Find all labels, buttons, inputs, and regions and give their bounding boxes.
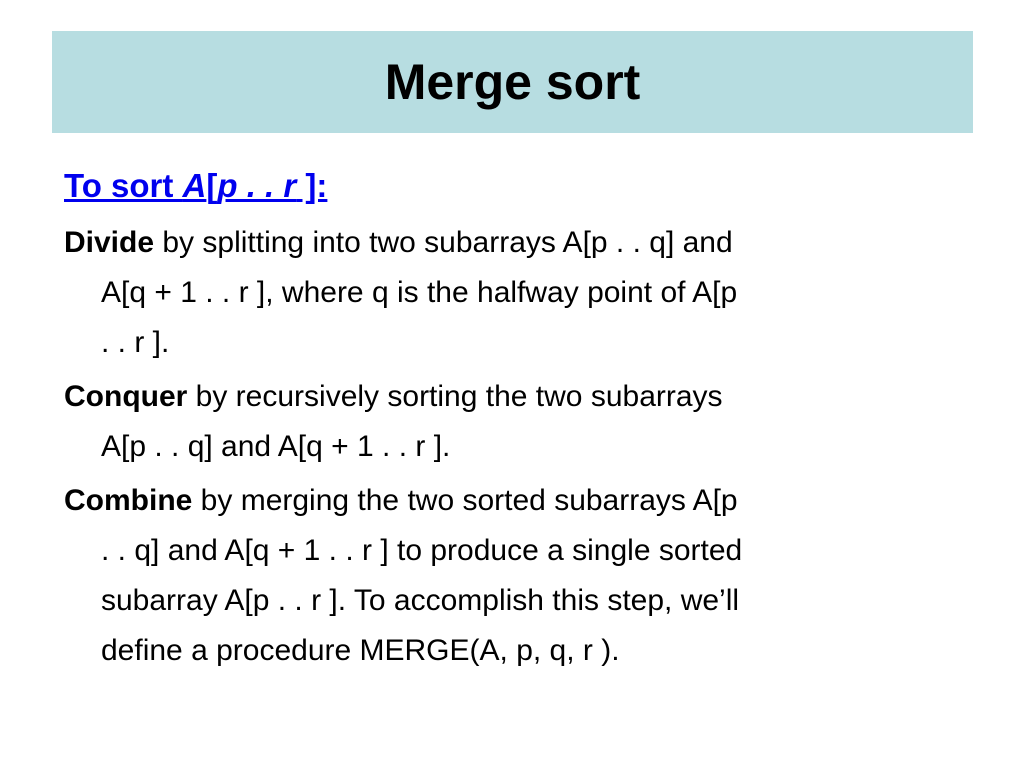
heading-range: p . . r [217, 167, 297, 204]
conquer-text-1: by recursively sorting the two subarrays [187, 380, 723, 413]
combine-text-2: . . q] and A[q + 1 . . r ] to produce a single sorted [101, 534, 743, 567]
conquer-text-2: A[p . . q] and A[q + 1 . . r ]. [101, 430, 451, 463]
conquer-keyword: Conquer [64, 380, 188, 413]
divide-paragraph [64, 218, 964, 368]
combine-text-4: define a procedure MERGE(A, p, q, r ). [101, 634, 620, 667]
heading-array: A [182, 167, 207, 204]
combine-text-1: by merging the two sorted subarrays A[p [192, 484, 738, 517]
slide-title: Merge sort [384, 54, 641, 110]
divide-keyword: Divide [64, 226, 155, 259]
conquer-paragraph [64, 372, 964, 472]
title-bar [52, 31, 973, 133]
section-heading [64, 160, 964, 212]
divide-text-2: A[q + 1 . . r ], where q is the halfway point of A[p [101, 276, 738, 309]
heading-open: [ [206, 167, 218, 204]
combine-text-3: subarray A[p . . r ]. To accomplish this step, we’ll [101, 584, 740, 617]
slide-content [64, 160, 964, 680]
heading-prefix: To sort [64, 167, 183, 204]
heading-close: ]: [296, 167, 328, 204]
combine-paragraph [64, 476, 964, 676]
combine-keyword: Combine [64, 484, 193, 517]
divide-text-1: by splitting into two subarrays A[p . . q] and [154, 226, 733, 259]
divide-text-3: . . r ]. [101, 326, 170, 359]
